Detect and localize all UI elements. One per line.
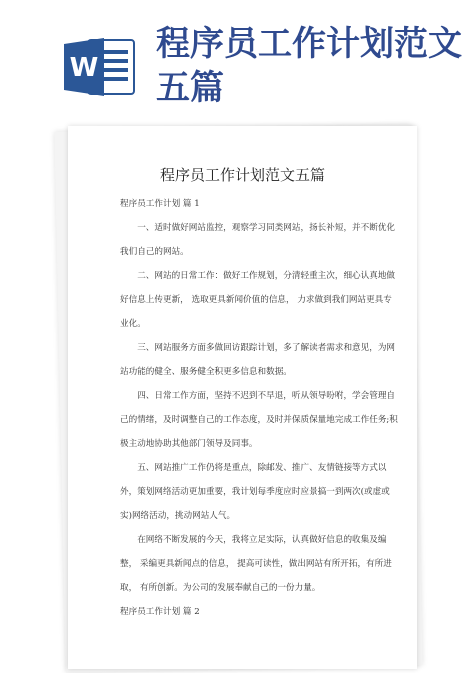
page-title: 程序员工作计划范文五篇 (156, 24, 462, 108)
paragraph-3: 三、网站服务方面多做回访跟踪计划，多了解读者需求和意见，为网站功能的健全、服务健全积更多信息和数据。 (120, 343, 396, 377)
paragraph-5: 五、网站推广工作仍将是重点，除邮发、推广、友情链接等方式以外，策划网络活动更加重要，我计划每季度应时应景搞一到两次(或虚或实)网络活动，挑动网站人气。 (120, 463, 390, 521)
paragraph-4: 四、日常工作方面，坚持不迟到不早退，听从领导吩咐，学会管理自己的情绪，及时调整自己的工作态度，及时并保质保量地完成工作任务;积极主动地协助其他部门领导及同事。 (120, 391, 398, 449)
section-heading-1: 程序员工作计划 篇 1 (120, 199, 200, 209)
header (0, 0, 474, 118)
paragraph-2: 二、网站的日常工作：做好工作规划，分清轻重主次，细心认真地做好信息上传更新， 选取更具新闻价值的信息， 力求做到我们网站更具专业化。 (120, 271, 396, 329)
document-body (120, 192, 398, 624)
document-page (68, 126, 417, 669)
paragraph-6: 在网络不断发展的今天，我将立足实际，认真做好信息的收集及编整， 采编更具新闻点的信息， 提高可读性，做出网站有所开拓，有所进取， 有所创新。为公司的发展奉献自己的一份力量。 (120, 535, 392, 593)
section-heading-2: 程序员工作计划 篇 2 (120, 607, 200, 617)
word-document-icon (64, 36, 136, 98)
document-title: 程序员工作计划范文五篇 (159, 166, 325, 184)
svg-text:W: W (69, 53, 99, 83)
paragraph-1: 一、适时做好网站监控，观察学习同类网站，扬长补短，并不断优化我们自己的网站。 (120, 223, 396, 257)
